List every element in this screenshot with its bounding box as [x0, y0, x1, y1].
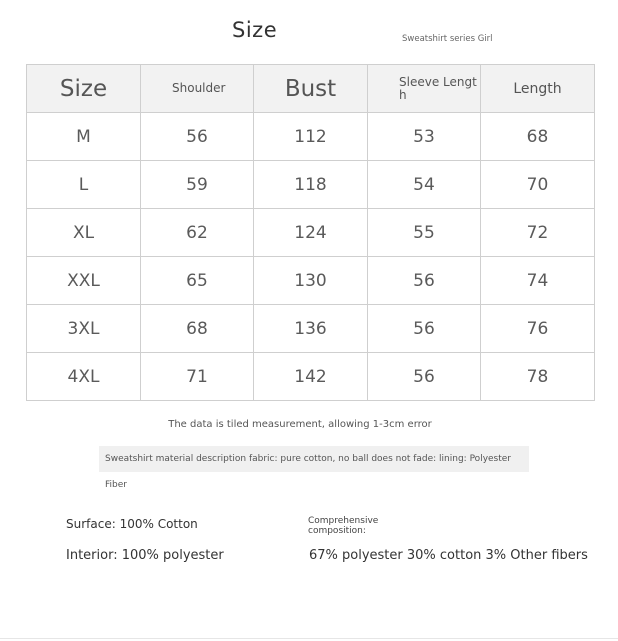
- cell-shoulder: 68: [141, 305, 254, 353]
- header-bust: Bust: [254, 65, 368, 113]
- cell-bust: 130: [254, 257, 368, 305]
- cell-shoulder: 59: [141, 161, 254, 209]
- table-row: [27, 113, 595, 161]
- cell-sleeve-length: 53: [368, 113, 481, 161]
- measurement-note: The data is tiled measurement, allowing 1-3cm error: [168, 419, 432, 430]
- cell-shoulder: 56: [141, 113, 254, 161]
- cell-length: 70: [481, 161, 595, 209]
- page-title: Size: [232, 18, 278, 42]
- cell-shoulder: 62: [141, 209, 254, 257]
- cell-sleeve-length: 56: [368, 353, 481, 401]
- table-row: [27, 353, 595, 401]
- cell-size: XXL: [27, 257, 141, 305]
- cell-shoulder: 65: [141, 257, 254, 305]
- interior-composition: Interior: 100% polyester: [66, 548, 224, 563]
- size-chart-table: [26, 64, 595, 401]
- table-header-row: [27, 65, 595, 113]
- cell-sleeve-length: 55: [368, 209, 481, 257]
- cell-bust: 142: [254, 353, 368, 401]
- header-sleeve-length: Sleeve Length: [368, 65, 481, 113]
- cell-sleeve-length: 56: [368, 305, 481, 353]
- table-row: [27, 209, 595, 257]
- header-length: Length: [481, 65, 595, 113]
- cell-length: 76: [481, 305, 595, 353]
- comprehensive-composition-value: 67% polyester 30% cotton 3% Other fibers: [309, 548, 588, 563]
- cell-size: 3XL: [27, 305, 141, 353]
- cell-bust: 124: [254, 209, 368, 257]
- cell-size: M: [27, 113, 141, 161]
- cell-sleeve-length: 54: [368, 161, 481, 209]
- table-row: [27, 257, 595, 305]
- cell-bust: 112: [254, 113, 368, 161]
- cell-sleeve-length: 56: [368, 257, 481, 305]
- header-size: Size: [27, 65, 141, 113]
- cell-bust: 118: [254, 161, 368, 209]
- cell-length: 72: [481, 209, 595, 257]
- cell-size: L: [27, 161, 141, 209]
- series-subtitle: Sweatshirt series Girl: [402, 34, 493, 44]
- surface-composition: Surface: 100% Cotton: [66, 517, 198, 531]
- cell-shoulder: 71: [141, 353, 254, 401]
- header-shoulder: Shoulder: [141, 65, 254, 113]
- cell-size: 4XL: [27, 353, 141, 401]
- material-description: Sweatshirt material description fabric: pure cotton, no ball does not fade: lining: Polyester Fiber: [99, 446, 529, 472]
- cell-length: 78: [481, 353, 595, 401]
- cell-length: 68: [481, 113, 595, 161]
- comprehensive-composition-label: Comprehensive composition:: [308, 516, 379, 536]
- cell-size: XL: [27, 209, 141, 257]
- table-row: [27, 305, 595, 353]
- cell-length: 74: [481, 257, 595, 305]
- bottom-divider: [0, 638, 618, 639]
- table-row: [27, 161, 595, 209]
- cell-bust: 136: [254, 305, 368, 353]
